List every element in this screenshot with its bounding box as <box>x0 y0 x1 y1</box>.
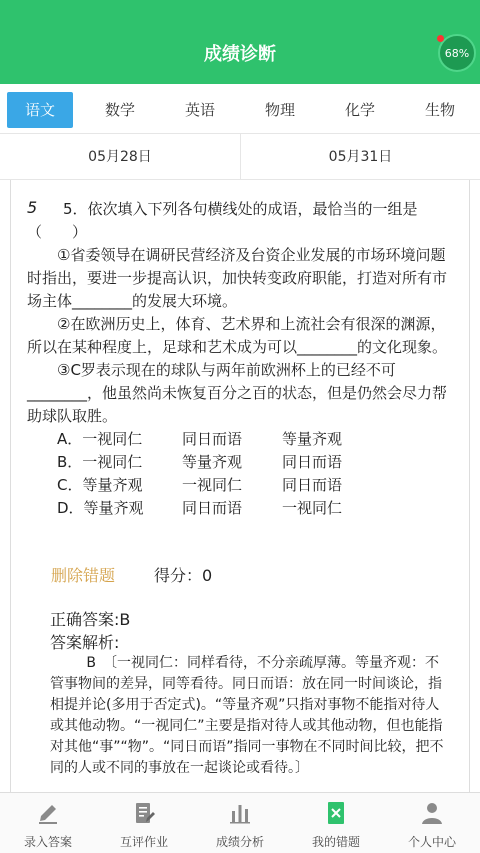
progress-badge[interactable]: 68% <box>438 34 476 72</box>
page-title: 成绩诊断 <box>204 44 276 65</box>
tab-biology[interactable]: 生物 <box>424 101 455 119</box>
subject-tabs <box>0 84 480 134</box>
nav-profile[interactable] <box>384 793 480 853</box>
analysis-text: B 〔一视同仁：同样看待，不分亲疏厚薄。等量齐观：不管事物间的差异，同等看待。同日而语：放在同一时间谈论，指相提并论(多用于否定式)。“等量齐观”只指对事物不能指对待人或其他动物。“一视同仁”主要是指对待人或其他动物，但也能指对其他“事”“物”。“同日而语”指同一事物在不同时间比较，把不同的人或不同的事放在一起谈论或看待。〕 <box>50 655 444 776</box>
option-cell: A．一视同仁 <box>57 430 143 448</box>
option-cell: 一视同仁 <box>182 476 243 494</box>
option-c <box>27 474 457 497</box>
start-date[interactable]: 05月28日 <box>88 149 152 165</box>
sentence-3: ③C罗表示现在的球队与两年前欧洲杯上的已经不可________，他虽然尚未恢复百分之百的状态，但是仍然会尽力帮助球队取胜。 <box>27 361 448 425</box>
option-cell: C．等量齐观 <box>57 476 143 494</box>
person-icon <box>420 801 444 825</box>
error-book-icon <box>324 801 348 825</box>
sentence-2: ②在欧洲历史上，体育、艺术界和上流社会有很深的渊源，所以在某种程度上，足球和艺术成为可以________的文化现象。 <box>27 315 448 356</box>
delete-wrong-question-button[interactable]: 删除错题 <box>51 566 116 585</box>
option-cell: 同日而语 <box>282 453 343 471</box>
question-stem: 5．依次填入下列各句横线处的成语，最恰当的一组是（ ） <box>27 200 418 241</box>
bar-chart-icon <box>228 801 252 825</box>
correct-answer: 正确答案:B <box>50 610 131 629</box>
question-card[interactable] <box>10 180 470 792</box>
option-cell: 等量齐观 <box>182 453 243 471</box>
tab-chemistry[interactable]: 化学 <box>344 101 375 119</box>
tab-physics[interactable]: 物理 <box>264 101 295 119</box>
bottom-nav <box>0 792 480 853</box>
nav-label: 互评作业 <box>119 835 168 849</box>
nav-label: 成绩分析 <box>215 835 264 849</box>
option-a <box>27 428 457 451</box>
option-cell: 一视同仁 <box>282 499 343 517</box>
option-d <box>27 497 457 520</box>
option-cell: 同日而语 <box>182 499 243 517</box>
header-bar <box>0 0 480 84</box>
tab-math[interactable]: 数学 <box>104 101 135 119</box>
option-cell: 等量齐观 <box>282 430 343 448</box>
tab-english[interactable]: 英语 <box>184 101 215 119</box>
question-body <box>27 198 457 520</box>
option-cell: 同日而语 <box>282 476 343 494</box>
sentence-1: ①省委领导在调研民营经济及台资企业发展的市场环境问题时指出，要进一步提高认识，加快转变政府职能，打造对所有市场主体________的发展大环境。 <box>27 246 448 310</box>
option-cell: 同日而语 <box>182 430 243 448</box>
option-cell: D．等量齐观 <box>57 499 144 517</box>
question-number: 5 <box>27 198 38 217</box>
nav-label: 个人中心 <box>407 835 456 849</box>
end-date[interactable]: 05月31日 <box>328 149 393 165</box>
nav-enter-answers[interactable] <box>0 793 96 853</box>
nav-label: 我的错题 <box>311 835 360 849</box>
notification-dot <box>437 35 444 42</box>
date-range <box>0 134 480 180</box>
nav-score-analysis[interactable] <box>192 793 288 853</box>
document-edit-icon <box>132 801 156 825</box>
nav-peer-review[interactable] <box>96 793 192 853</box>
analysis-label: 答案解析: <box>50 633 120 652</box>
option-b <box>27 451 457 474</box>
score-text: 得分：0 <box>154 566 213 585</box>
pencil-icon <box>36 801 60 825</box>
nav-label: 录入答案 <box>23 835 72 849</box>
nav-my-errors[interactable] <box>288 793 384 853</box>
option-cell: B．一视同仁 <box>57 453 143 471</box>
tab-chinese[interactable]: 语文 <box>7 92 73 128</box>
